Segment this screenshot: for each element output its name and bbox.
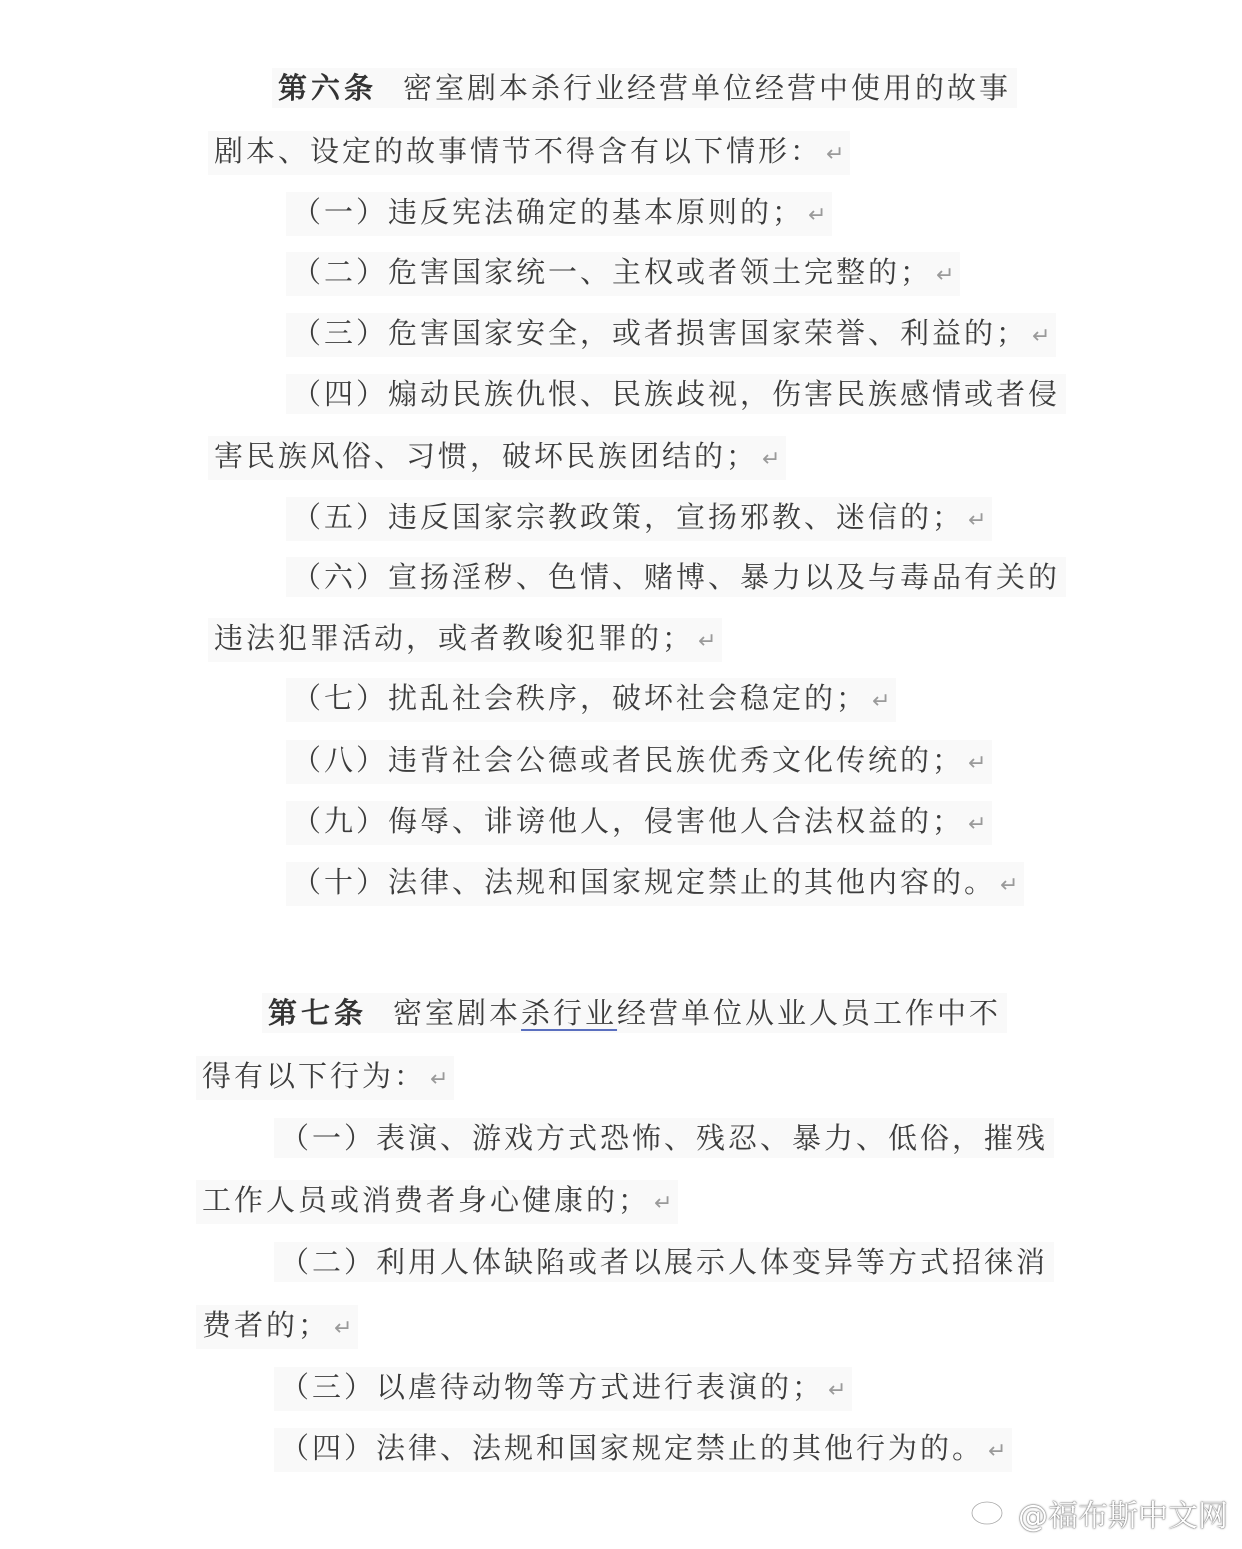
- article7-item-1: [274, 1118, 1054, 1158]
- article6-line-1: [272, 68, 1017, 108]
- article6-item-9-text: （九）侮辱、诽谤他人，侵害他人合法权益的；: [292, 804, 965, 838]
- article6-item-8-text: （八）违背社会公德或者民族优秀文化传统的；: [292, 743, 965, 777]
- article7-item-3-text: （三）以虐待动物等方式进行表演的；: [280, 1370, 825, 1404]
- article7-text-underlined: 杀行业: [521, 996, 618, 1030]
- article6-item-4: [286, 374, 1066, 414]
- paragraph-mark-icon: ↵: [968, 751, 987, 776]
- article6-heading: 第六条: [278, 71, 378, 105]
- paragraph-mark-icon: ↵: [654, 1191, 673, 1216]
- article7-line-1: [262, 993, 1007, 1033]
- article6-item-3: [286, 313, 1056, 357]
- article6-item-7-text: （七）扰乱社会秩序，破坏社会稳定的；: [292, 681, 869, 715]
- paragraph-mark-icon: ↵: [334, 1316, 353, 1341]
- article7-item-4: [274, 1428, 1012, 1472]
- article7-item-2: [274, 1242, 1054, 1282]
- article7-item-2-cont: [196, 1305, 358, 1349]
- article6-item-9: [286, 801, 992, 845]
- weibo-handle: @福布斯中文网: [1018, 1499, 1228, 1534]
- article6-item-2: [286, 252, 960, 296]
- article7-text-pre: 密室剧本: [393, 996, 522, 1030]
- article7-line-2: [196, 1056, 454, 1100]
- article6-item-8: [286, 740, 992, 784]
- article7-item-2-text: （二）利用人体缺陷或者以展示人体变异等方式招徕消: [280, 1245, 1049, 1279]
- paragraph-mark-icon: ↵: [808, 203, 827, 228]
- weibo-logo-icon: [970, 1491, 1012, 1535]
- weibo-watermark: [970, 1491, 1228, 1535]
- article7-item-4-text: （四）法律、法规和国家规定禁止的其他行为的。: [280, 1431, 985, 1465]
- paragraph-mark-icon: ↵: [968, 812, 987, 837]
- article6-item-5-text: （五）违反国家宗教政策，宣扬邪教、迷信的；: [292, 500, 965, 534]
- article6-item-3-text: （三）危害国家安全，或者损害国家荣誉、利益的；: [292, 316, 1029, 350]
- article6-item-6-cont: [208, 618, 722, 662]
- article7-heading: 第七条: [268, 996, 368, 1030]
- article6-item-2-text: （二）危害国家统一、主权或者领土完整的；: [292, 255, 933, 289]
- article6-item-6-cont-text: 违法犯罪活动，或者教唆犯罪的；: [214, 621, 695, 655]
- article6-line-2: [208, 131, 850, 175]
- article7-text-post: 经营单位从业人员工作中不: [617, 996, 1002, 1030]
- paragraph-mark-icon: ↵: [872, 689, 891, 714]
- paragraph-mark-icon: ↵: [430, 1067, 449, 1092]
- article6-item-10: [286, 862, 1024, 906]
- article7-item-1-cont-text: 工作人员或消费者身心健康的；: [202, 1183, 651, 1217]
- paragraph-mark-icon: ↵: [698, 629, 717, 654]
- article7-item-1-text: （一）表演、游戏方式恐怖、残忍、暴力、低俗，摧残: [280, 1121, 1049, 1155]
- paragraph-mark-icon: ↵: [1000, 873, 1019, 898]
- article6-item-1-text: （一）违反宪法确定的基本原则的；: [292, 195, 805, 229]
- article7-item-1-cont: [196, 1180, 678, 1224]
- paragraph-mark-icon: ↵: [988, 1439, 1007, 1464]
- article7-item-3: [274, 1367, 852, 1411]
- article6-item-1: [286, 192, 832, 236]
- article7-item-2-cont-text: 费者的；: [202, 1308, 331, 1342]
- article6-text-1: 密室剧本杀行业经营单位经营中使用的故事: [403, 71, 1012, 105]
- article6-item-7: [286, 678, 896, 722]
- article6-item-6: [286, 557, 1066, 597]
- article6-item-4-cont-text: 害民族风俗、习惯，破坏民族团结的；: [214, 439, 759, 473]
- article6-item-5: [286, 497, 992, 541]
- paragraph-mark-icon: ↵: [828, 1378, 847, 1403]
- article6-text-2: 剧本、设定的故事情节不得含有以下情形：: [214, 134, 823, 168]
- paragraph-mark-icon: ↵: [936, 263, 955, 288]
- paragraph-mark-icon: ↵: [826, 142, 845, 167]
- article7-text-2: 得有以下行为：: [202, 1059, 427, 1093]
- article6-item-4-cont: [208, 436, 786, 480]
- paragraph-mark-icon: ↵: [762, 447, 781, 472]
- article6-item-6-text: （六）宣扬淫秽、色情、赌博、暴力以及与毒品有关的: [292, 560, 1061, 594]
- article6-item-10-text: （十）法律、法规和国家规定禁止的其他内容的。: [292, 865, 997, 899]
- paragraph-mark-icon: ↵: [1032, 324, 1051, 349]
- article6-item-4-text: （四）煽动民族仇恨、民族歧视，伤害民族感情或者侵: [292, 377, 1061, 411]
- paragraph-mark-icon: ↵: [968, 508, 987, 533]
